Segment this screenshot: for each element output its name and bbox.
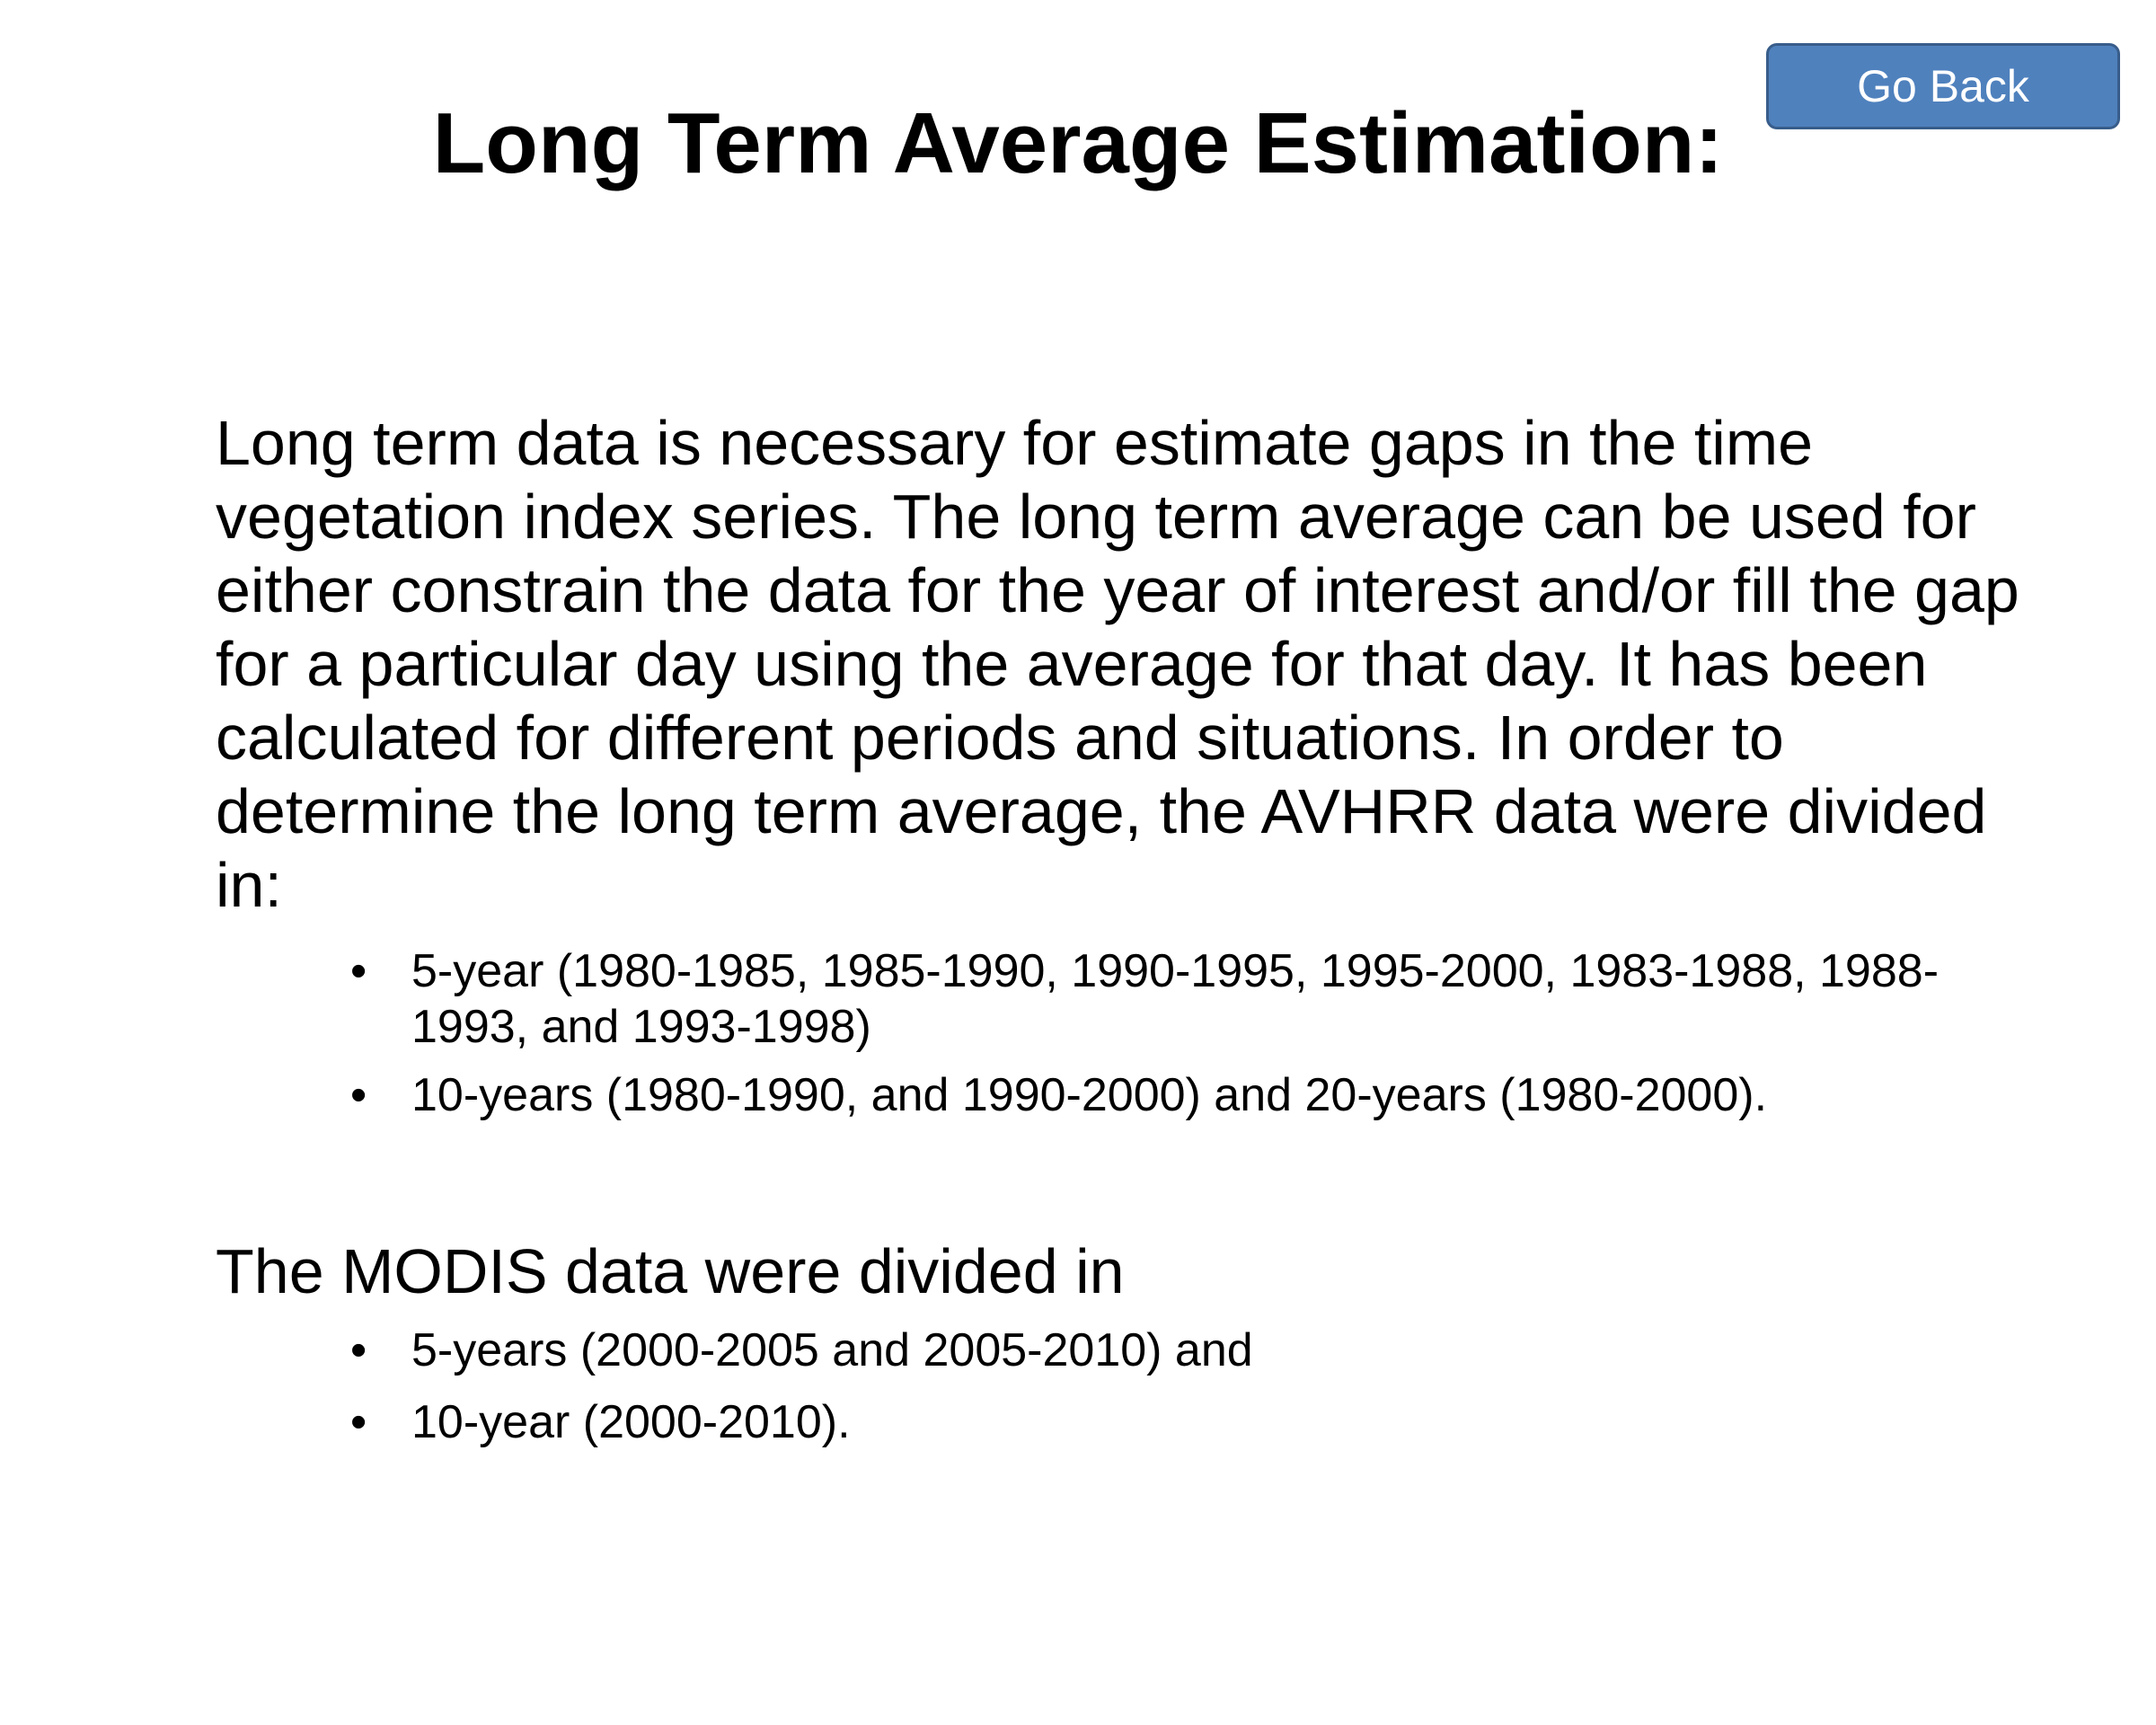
list-item-text: 10-year (2000-2010). (411, 1396, 851, 1448)
list-item (350, 1322, 2039, 1378)
bullet-icon: • (350, 1324, 367, 1376)
list-item-text: 5-year (1980-1985, 1985-1990, 1990-1995, 1995-2000, 1983-1988, 1988-1993, and 1993-1998) (411, 945, 1940, 1053)
bullet-icon: • (350, 945, 367, 997)
list-item-text: 5-years (2000-2005 and 2005-2010) and (411, 1324, 1253, 1376)
list-item (350, 943, 2039, 1055)
bullet-icon: • (350, 1396, 367, 1448)
bullet-icon: • (350, 1069, 367, 1121)
go-back-button[interactable]: Go Back (1766, 43, 2120, 129)
page-title: Long Term Average Estimation: (432, 95, 1724, 191)
intro-paragraph: Long term data is necessary for estimate gaps in the time vegetation index series. The long term average can be used for either constrain the data for the year of interest and/or fill the gap for a particular day using the average for that day. It has been calculated for different periods and situations. In order to determine the long term average, the AVHRR data were divided in: (216, 408, 2019, 920)
list-item-text: 10-years (1980-1990, and 1990-2000) and 20-years (1980-2000). (411, 1069, 1768, 1121)
avhrr-period-list (350, 943, 2039, 1123)
modis-heading: The MODIS data were divided in (216, 1236, 1125, 1306)
list-item (350, 1394, 2039, 1450)
modis-period-list (350, 1322, 2039, 1450)
list-item (350, 1067, 2039, 1123)
